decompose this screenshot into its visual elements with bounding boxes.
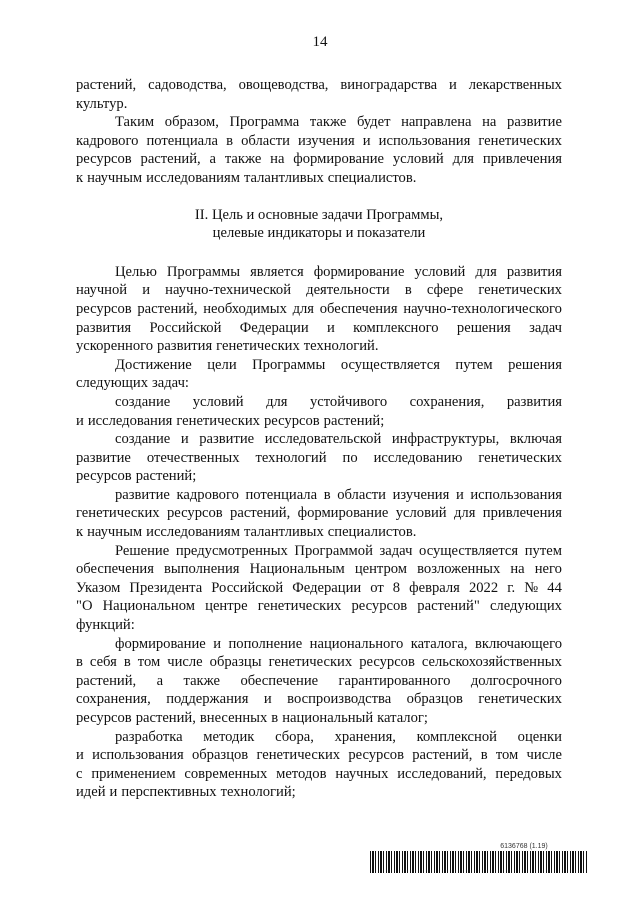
text-line: в себя в том числе образцы генетических ресурсов сельскохозяйственных [76, 654, 562, 671]
text-line: следующих задач: [76, 375, 189, 392]
text-line: растений, а также обеспечение гарантированного долгосрочного [76, 672, 562, 689]
text-line: развитие кадрового потенциала в области изучения и использования [115, 486, 562, 503]
text-line: генетических ресурсов растений, формирование условий для привлечения [76, 505, 562, 522]
text-line: Достижение цели Программы осуществляется путем решения [115, 356, 562, 373]
paragraph [76, 263, 562, 356]
page-footer [370, 842, 588, 873]
text-line: Целью Программы является формирование условий для развития [115, 263, 562, 280]
text-line: создание и развитие исследовательской инфраструктуры, включая [115, 431, 562, 448]
text-line: ресурсов растений, а также на формирование условий для привлечения [76, 151, 562, 168]
text-line: культур. [76, 95, 128, 112]
text-line: ресурсов растений, необходимых для обеспечения научно-технологического [76, 300, 562, 317]
text-line: сохранения, поддержания и воспроизводства образцов генетических [76, 691, 562, 708]
text-line: создание условий для устойчивого сохранения, развития [115, 393, 562, 410]
text-line: с применением современных методов научных исследований, передовых [76, 765, 562, 782]
paragraphs-before [76, 76, 562, 188]
text-line: растений, садоводства, овощеводства, виноградарства и лекарственных [76, 77, 562, 93]
text-line: Указом Президента Российской Федерации от 8 февраля 2022 г. № 44 [76, 579, 562, 596]
paragraph [76, 635, 562, 728]
heading-line: II. Цель и основные задачи Программы, [194, 206, 444, 223]
paragraph [76, 542, 562, 635]
text-line: и использования образцов генетических ресурсов растений, в том числе [76, 747, 562, 764]
paragraph [76, 430, 562, 486]
page-number: 14 [312, 34, 328, 50]
text-line: ускоренного развития генетических технологий. [76, 338, 379, 355]
document-code: 6136768 (1.19) [500, 843, 548, 850]
paragraph [76, 356, 562, 393]
paragraph [76, 76, 562, 113]
paragraph [76, 393, 562, 430]
text-line: Таким образом, Программа также будет направлена на развитие [115, 114, 562, 131]
text-line: развития Российской Федерации и комплексного решения задач [76, 319, 562, 336]
paragraph [76, 728, 562, 802]
paragraphs-after [76, 263, 562, 802]
text-line: развитие отечественных технологий по исследованию генетических [76, 449, 562, 466]
text-line: Решение предусмотренных Программой задач осуществляется путем [115, 542, 562, 559]
section-heading [76, 206, 562, 243]
paragraph [76, 113, 562, 187]
text-line: идей и перспективных технологий; [76, 784, 296, 801]
text-line: ресурсов растений, внесенных в национальный каталог; [76, 710, 428, 726]
text-line: формирование и пополнение национального каталога, включающего [115, 635, 562, 652]
text-line: научной и научно-технической деятельности в сфере генетических [76, 282, 562, 299]
heading-line: целевые индикаторы и показатели [212, 225, 426, 242]
document-body [76, 76, 562, 802]
text-line: разработка методик сбора, хранения, комплексной оценки [115, 728, 562, 745]
text-line: кадрового потенциала в области изучения и использования генетических [76, 132, 562, 149]
barcode-image [370, 851, 588, 873]
paragraph [76, 486, 562, 542]
text-line: обеспечения выполнения Национальным центром возложенных на него [76, 561, 562, 578]
text-line: функций: [76, 617, 135, 634]
text-line: и исследования генетических ресурсов растений; [76, 412, 385, 429]
text-line: к научным исследованиям талантливых специалистов. [76, 524, 417, 541]
text-line: к научным исследованиям талантливых специалистов. [76, 169, 417, 186]
text-line: ресурсов растений; [76, 468, 197, 485]
text-line: "О Национальном центре генетических ресурсов растений" следующих [76, 598, 562, 615]
